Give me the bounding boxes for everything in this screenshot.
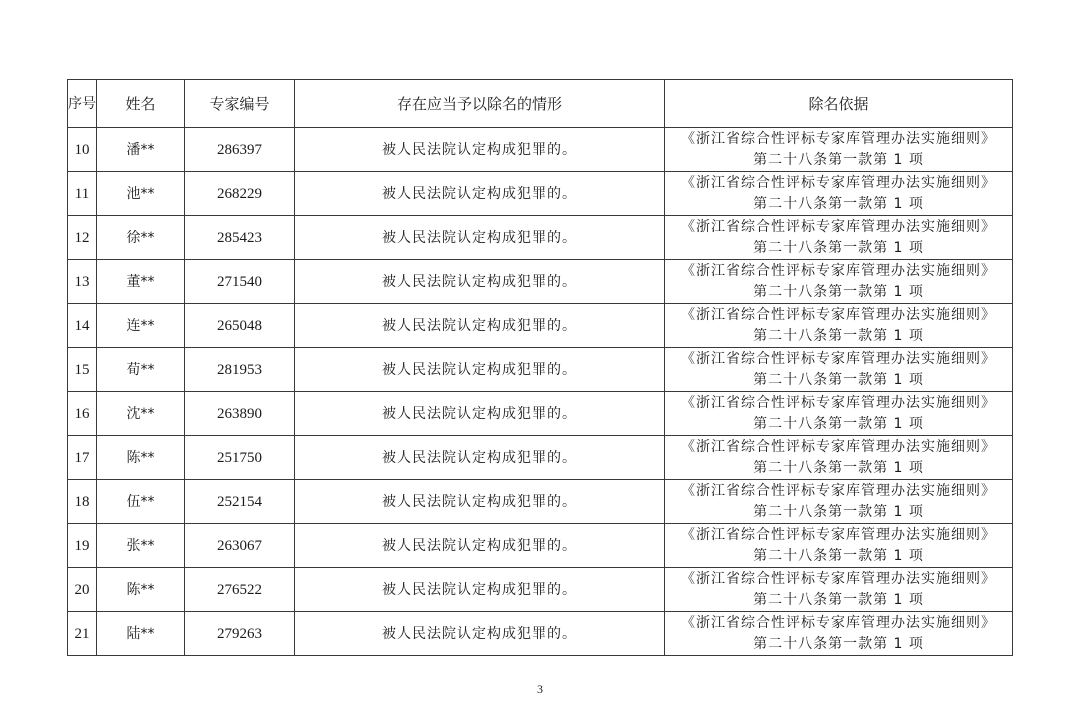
- cell-situation: 被人民法院认定构成犯罪的。: [295, 172, 665, 216]
- basis-regulation: 《浙江省综合性评标专家库管理办法实施细则》: [681, 394, 996, 411]
- table-row: [68, 304, 1013, 348]
- basis-regulation: 《浙江省综合性评标专家库管理办法实施细则》: [681, 218, 996, 235]
- page-number: 3: [537, 682, 543, 696]
- basis-regulation: 《浙江省综合性评标专家库管理办法实施细则》: [681, 614, 996, 631]
- basis-regulation: 《浙江省综合性评标专家库管理办法实施细则》: [681, 482, 996, 499]
- basis-article: 第二十八条第一款第 1 项: [753, 503, 924, 520]
- basis-article: 第二十八条第一款第 1 项: [753, 635, 924, 652]
- basis-article: 第二十八条第一款第 1 项: [753, 371, 924, 388]
- cell-name: 徐**: [97, 216, 185, 260]
- cell-name: 陈**: [97, 436, 185, 480]
- cell-expert-id: 268229: [185, 172, 295, 216]
- basis-article: 第二十八条第一款第 1 项: [753, 547, 924, 564]
- table-row: [68, 612, 1013, 656]
- table-row: [68, 524, 1013, 568]
- basis-regulation: 《浙江省综合性评标专家库管理办法实施细则》: [681, 262, 996, 279]
- cell-seq: 17: [68, 436, 97, 480]
- header-expert-id: 专家编号: [185, 80, 295, 128]
- cell-situation: 被人民法院认定构成犯罪的。: [295, 480, 665, 524]
- cell-expert-id: 263067: [185, 524, 295, 568]
- cell-situation: 被人民法院认定构成犯罪的。: [295, 216, 665, 260]
- header-name: 姓名: [97, 80, 185, 128]
- basis-regulation: 《浙江省综合性评标专家库管理办法实施细则》: [681, 306, 996, 323]
- cell-seq: 16: [68, 392, 97, 436]
- cell-situation: 被人民法院认定构成犯罪的。: [295, 392, 665, 436]
- basis-regulation: 《浙江省综合性评标专家库管理办法实施细则》: [681, 570, 996, 587]
- cell-expert-id: 265048: [185, 304, 295, 348]
- expert-removal-table-container: [67, 79, 1013, 656]
- basis-article: 第二十八条第一款第 1 项: [753, 151, 924, 168]
- cell-seq: 19: [68, 524, 97, 568]
- header-basis: 除名依据: [665, 80, 1013, 128]
- basis-article: 第二十八条第一款第 1 项: [753, 327, 924, 344]
- cell-basis: [665, 260, 1013, 304]
- cell-name: 潘**: [97, 128, 185, 172]
- cell-name: 陈**: [97, 568, 185, 612]
- cell-seq: 11: [68, 172, 97, 216]
- table-row: [68, 260, 1013, 304]
- table-body: [68, 128, 1013, 656]
- basis-regulation: 《浙江省综合性评标专家库管理办法实施细则》: [681, 130, 996, 147]
- basis-regulation: 《浙江省综合性评标专家库管理办法实施细则》: [681, 174, 996, 191]
- cell-situation: 被人民法院认定构成犯罪的。: [295, 612, 665, 656]
- cell-expert-id: 252154: [185, 480, 295, 524]
- basis-article: 第二十八条第一款第 1 项: [753, 283, 924, 300]
- cell-situation: 被人民法院认定构成犯罪的。: [295, 568, 665, 612]
- cell-basis: [665, 480, 1013, 524]
- cell-basis: [665, 348, 1013, 392]
- cell-seq: 14: [68, 304, 97, 348]
- basis-regulation: 《浙江省综合性评标专家库管理办法实施细则》: [681, 526, 996, 543]
- cell-name: 沈**: [97, 392, 185, 436]
- cell-name: 池**: [97, 172, 185, 216]
- cell-situation: 被人民法院认定构成犯罪的。: [295, 436, 665, 480]
- cell-expert-id: 276522: [185, 568, 295, 612]
- cell-expert-id: 279263: [185, 612, 295, 656]
- cell-name: 连**: [97, 304, 185, 348]
- table-row: [68, 568, 1013, 612]
- cell-expert-id: 285423: [185, 216, 295, 260]
- cell-expert-id: 271540: [185, 260, 295, 304]
- cell-basis: [665, 304, 1013, 348]
- cell-situation: 被人民法院认定构成犯罪的。: [295, 304, 665, 348]
- cell-expert-id: 263890: [185, 392, 295, 436]
- basis-article: 第二十八条第一款第 1 项: [753, 459, 924, 476]
- cell-seq: 21: [68, 612, 97, 656]
- table-row: [68, 172, 1013, 216]
- cell-basis: [665, 568, 1013, 612]
- table-row: [68, 436, 1013, 480]
- basis-article: 第二十八条第一款第 1 项: [753, 239, 924, 256]
- header-situation: 存在应当予以除名的情形: [295, 80, 665, 128]
- cell-basis: [665, 436, 1013, 480]
- cell-basis: [665, 524, 1013, 568]
- cell-seq: 13: [68, 260, 97, 304]
- table-row: [68, 348, 1013, 392]
- cell-seq: 20: [68, 568, 97, 612]
- basis-article: 第二十八条第一款第 1 项: [753, 415, 924, 432]
- table-row: [68, 216, 1013, 260]
- header-row: [68, 80, 1013, 128]
- cell-name: 荀**: [97, 348, 185, 392]
- cell-name: 张**: [97, 524, 185, 568]
- cell-basis: [665, 128, 1013, 172]
- cell-seq: 12: [68, 216, 97, 260]
- cell-seq: 18: [68, 480, 97, 524]
- basis-regulation: 《浙江省综合性评标专家库管理办法实施细则》: [681, 350, 996, 367]
- cell-name: 董**: [97, 260, 185, 304]
- header-seq: 序号: [68, 80, 97, 128]
- expert-removal-table: [67, 79, 1013, 656]
- cell-basis: [665, 392, 1013, 436]
- cell-expert-id: 286397: [185, 128, 295, 172]
- cell-seq: 10: [68, 128, 97, 172]
- table-row: [68, 480, 1013, 524]
- cell-name: 陆**: [97, 612, 185, 656]
- cell-basis: [665, 216, 1013, 260]
- cell-expert-id: 251750: [185, 436, 295, 480]
- cell-situation: 被人民法院认定构成犯罪的。: [295, 348, 665, 392]
- cell-situation: 被人民法院认定构成犯罪的。: [295, 260, 665, 304]
- table-header: [68, 80, 1013, 128]
- table-row: [68, 392, 1013, 436]
- basis-article: 第二十八条第一款第 1 项: [753, 591, 924, 608]
- basis-regulation: 《浙江省综合性评标专家库管理办法实施细则》: [681, 438, 996, 455]
- cell-basis: [665, 172, 1013, 216]
- cell-expert-id: 281953: [185, 348, 295, 392]
- cell-name: 伍**: [97, 480, 185, 524]
- cell-basis: [665, 612, 1013, 656]
- basis-article: 第二十八条第一款第 1 项: [753, 195, 924, 212]
- cell-seq: 15: [68, 348, 97, 392]
- cell-situation: 被人民法院认定构成犯罪的。: [295, 524, 665, 568]
- table-row: [68, 128, 1013, 172]
- cell-situation: 被人民法院认定构成犯罪的。: [295, 128, 665, 172]
